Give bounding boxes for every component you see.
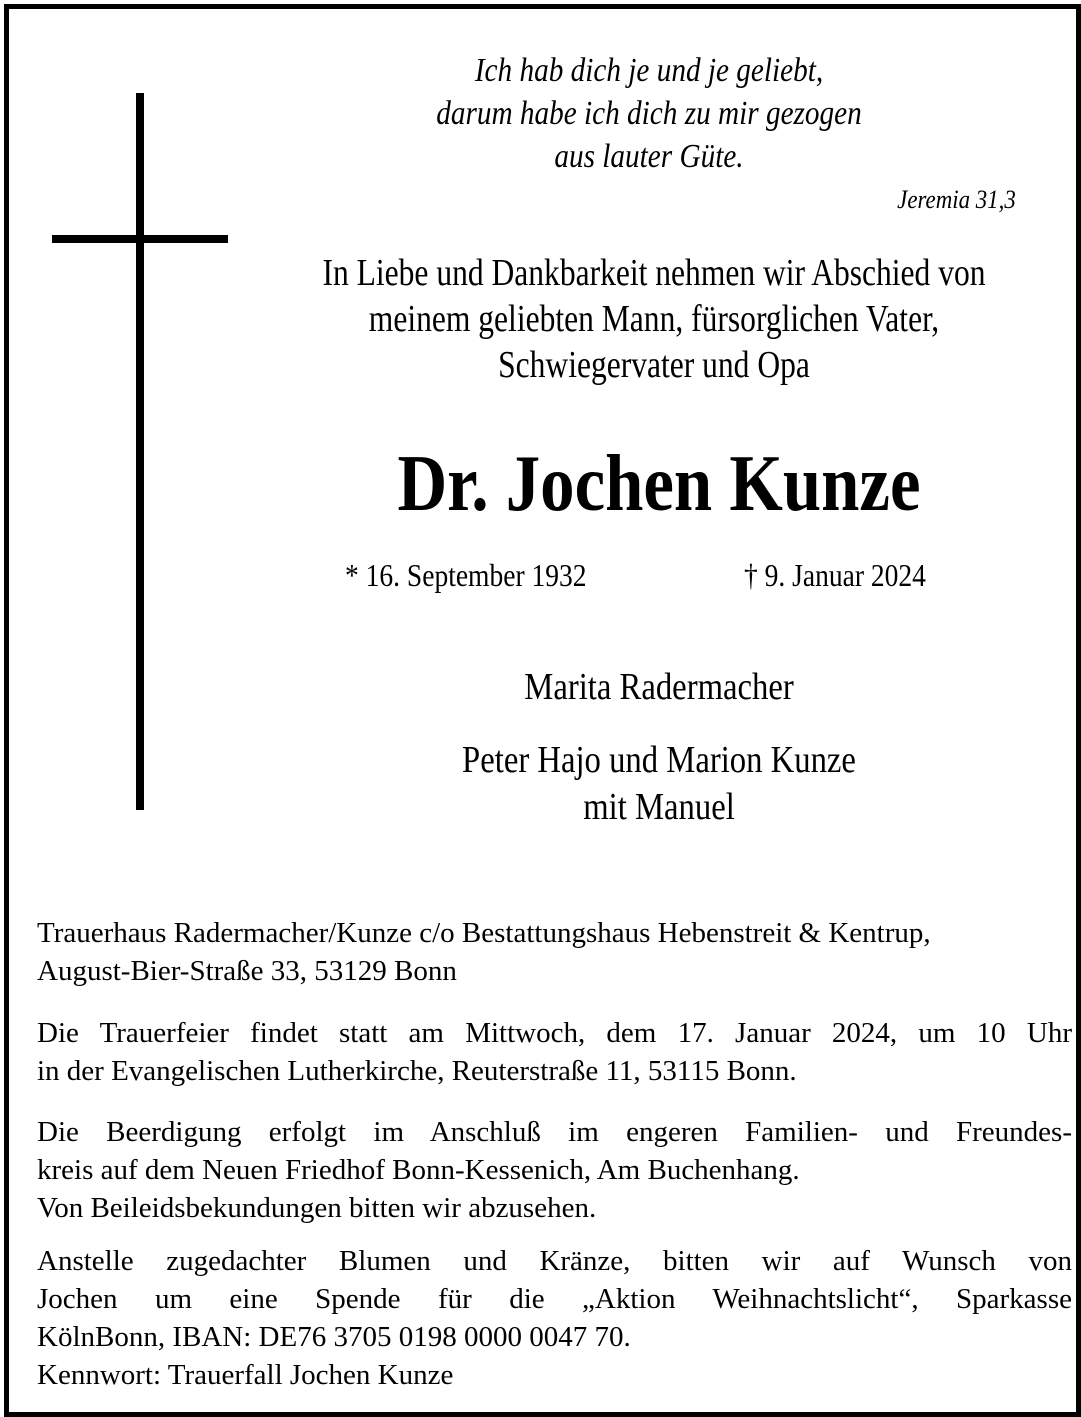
intro-line: meinem geliebten Mann, fürsorglichen Vater, (368, 298, 940, 340)
mourner-group-2 (358, 737, 960, 831)
bible-verse (357, 49, 942, 178)
notice-line: Die Beerdigung erfolgt im Anschluß im engeren Familien- und Freundes- (37, 1116, 1072, 1148)
mourner-group-1 (358, 664, 960, 711)
mourner-name: Marita Radermacher (524, 666, 794, 708)
verse-line: darum habe ich dich zu mir gezogen (436, 95, 862, 132)
intro-line: In Liebe und Dankbarkeit nehmen wir Abschied von (322, 252, 986, 294)
deceased-name: Dr. Jochen Kunze (397, 440, 921, 528)
notice-line: kreis auf dem Neuen Friedhof Bonn-Kessenich, Am Buchenhang. (37, 1154, 800, 1186)
cross-icon-vertical (136, 93, 144, 810)
cross-icon-horizontal (52, 235, 228, 243)
notice-line: Von Beileidsbekundungen bitten wir abzusehen. (37, 1192, 597, 1224)
ceremony-notice (37, 1014, 1072, 1090)
notice-line: Anstelle zugedachter Blumen und Kränze, bitten wir auf Wunsch von (37, 1245, 1072, 1277)
burial-notice (37, 1113, 1072, 1227)
donation-notice (37, 1242, 1072, 1394)
birth-date: * 16. September 1932 (345, 557, 587, 593)
notice-line: Kennwort: Trauerfall Jochen Kunze (37, 1359, 454, 1391)
obituary-frame (4, 4, 1081, 1417)
notice-line: Die Trauerfeier findet statt am Mittwoch, dem 17. Januar 2024, um 10 Uhr (37, 1017, 1072, 1049)
intro-text (281, 250, 1028, 388)
notice-line: Trauerhaus Radermacher/Kunze c/o Bestattungshaus Hebenstreit & Kentrup, (37, 917, 931, 949)
verse-reference: Jeremia 31,3 (897, 185, 1016, 214)
mourner-name: mit Manuel (583, 786, 735, 828)
mourner-name: Peter Hajo und Marion Kunze (462, 739, 856, 781)
death-date: † 9. Januar 2024 (744, 557, 926, 593)
notice-line: Jochen um eine Spende für die „Aktion Weihnachtslicht“, Sparkasse (37, 1283, 1072, 1315)
notice-line: in der Evangelischen Lutherkirche, Reuterstraße 11, 53115 Bonn. (37, 1055, 797, 1087)
intro-line: Schwiegervater und Opa (498, 344, 810, 386)
notice-line: KölnBonn, IBAN: DE76 3705 0198 0000 0047 70. (37, 1321, 631, 1353)
funeral-home-notice (37, 914, 1072, 990)
verse-line: aus lauter Güte. (554, 138, 744, 175)
notice-line: August-Bier-Straße 33, 53129 Bonn (37, 955, 457, 987)
verse-line: Ich hab dich je und je geliebt, (474, 52, 824, 89)
